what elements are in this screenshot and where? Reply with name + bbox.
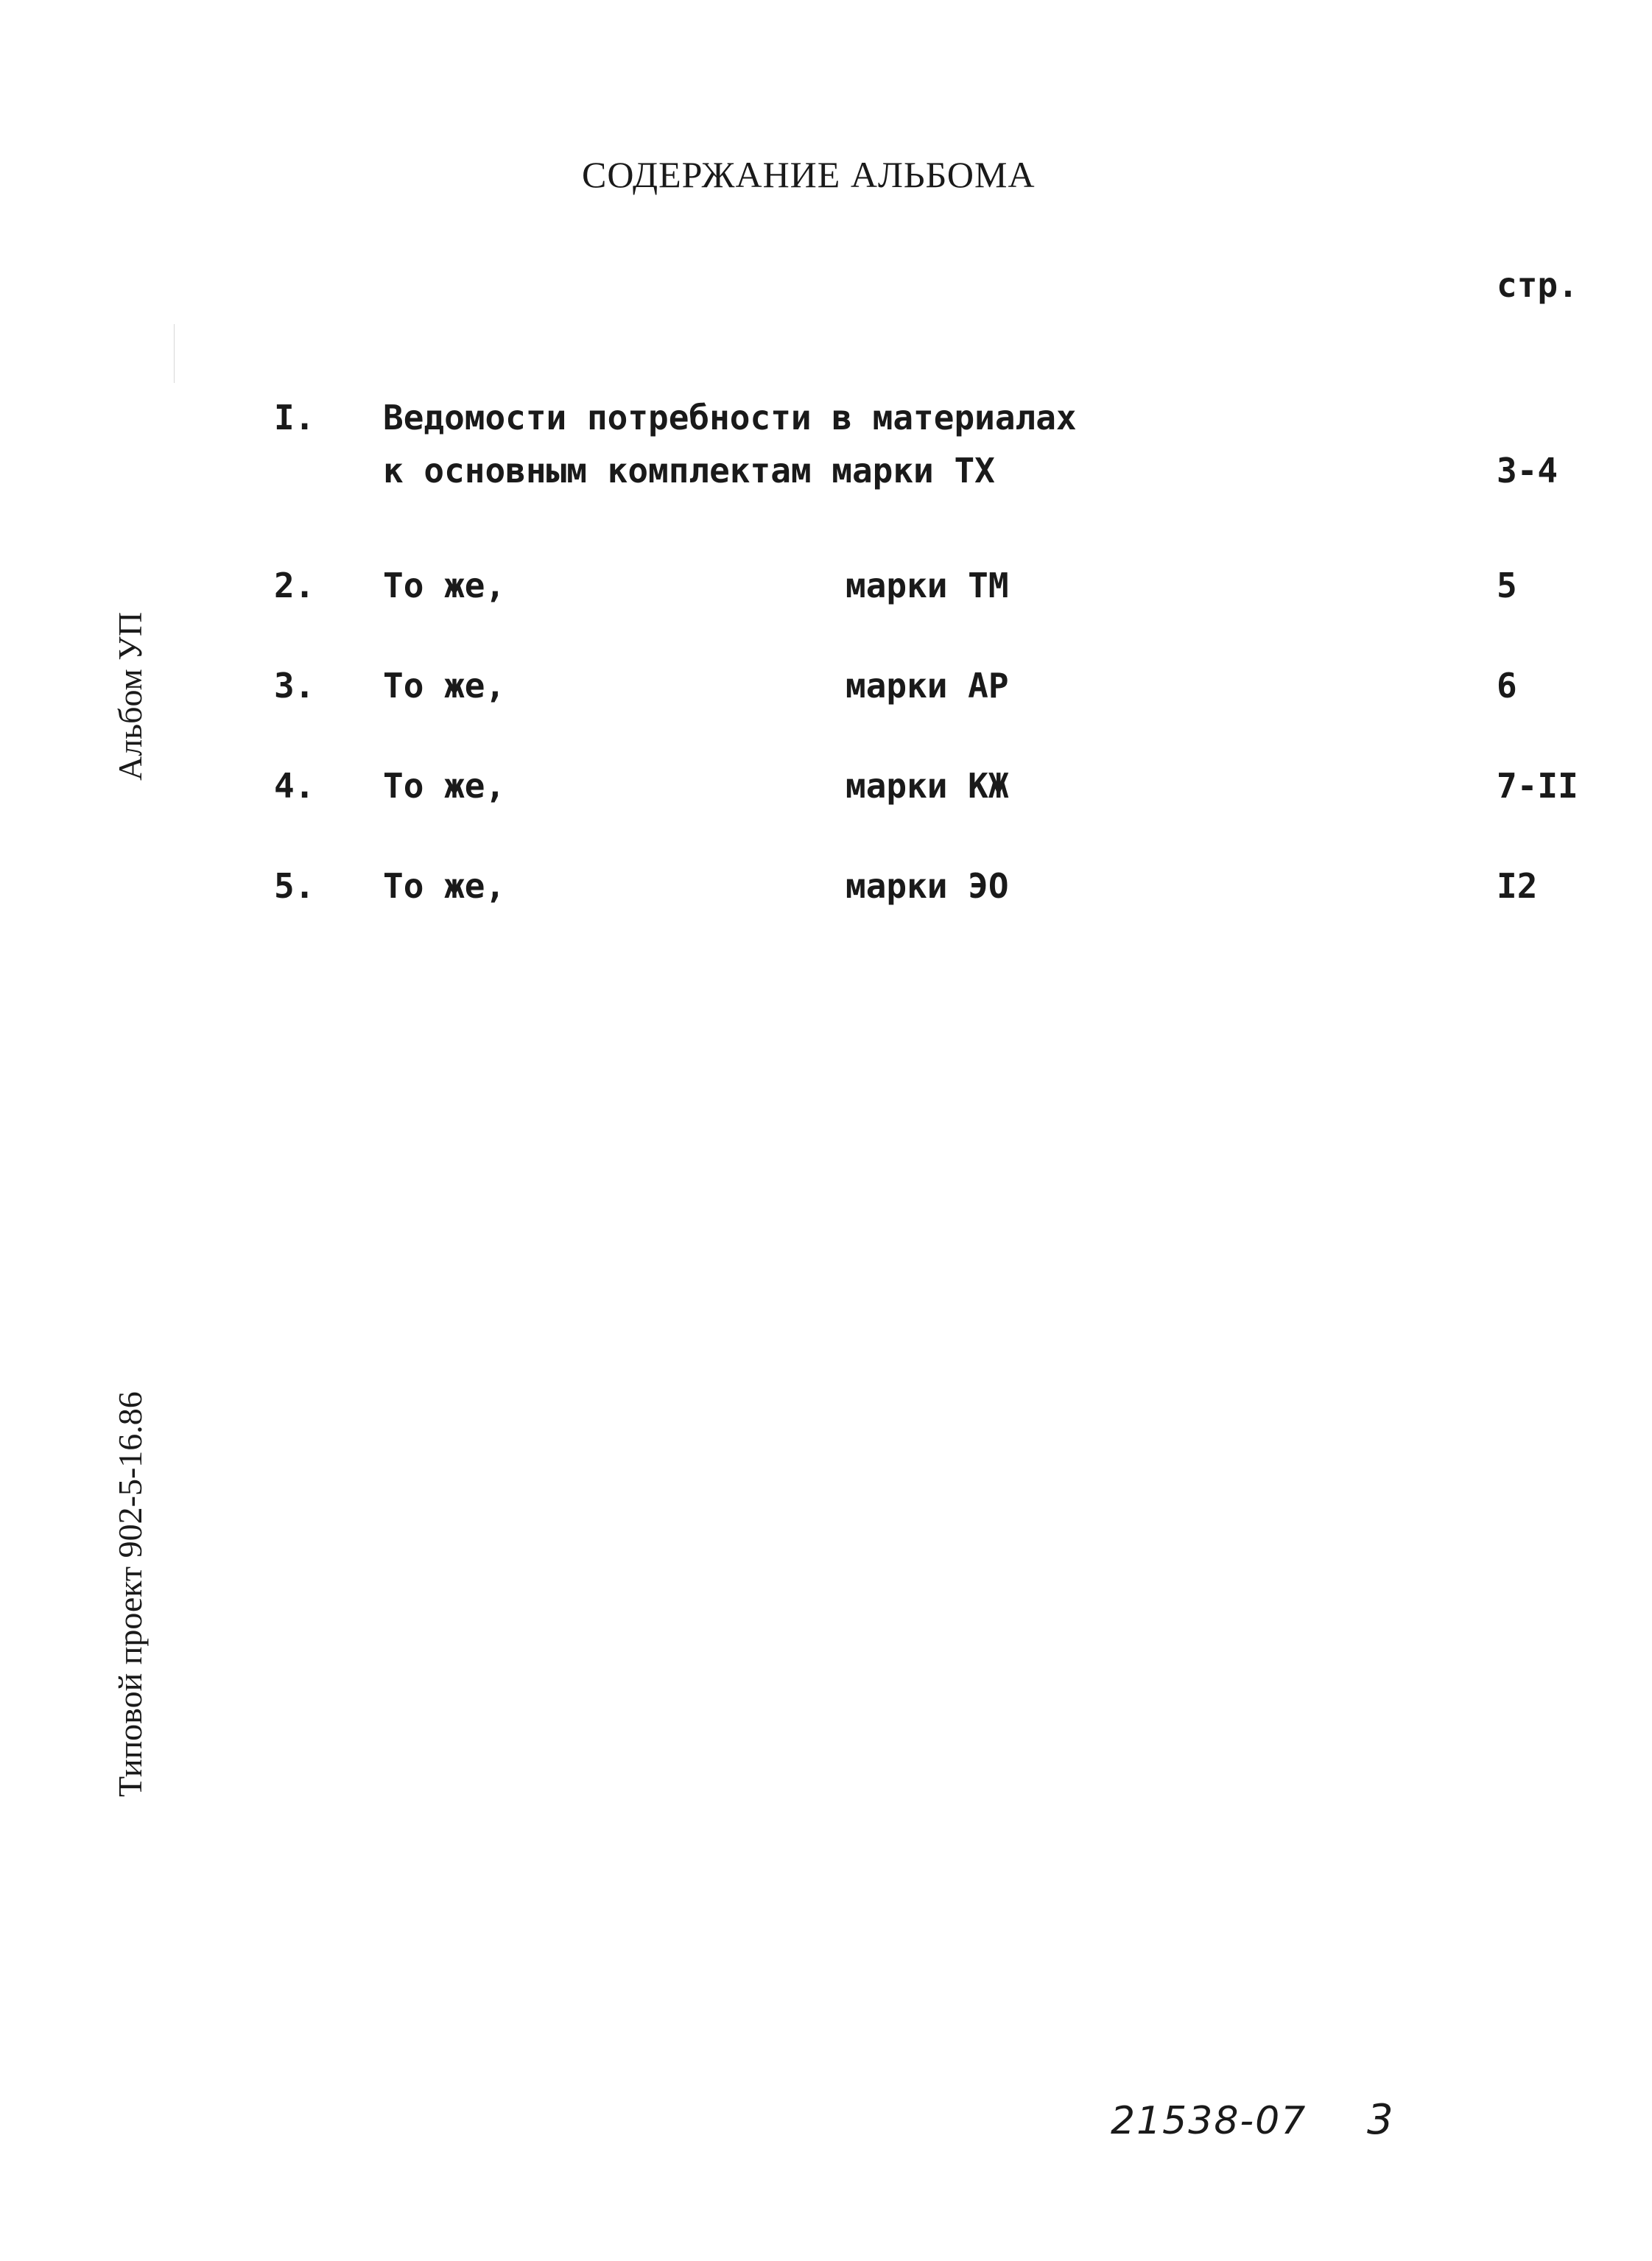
toc-item-mark: марки ЭО [846, 866, 1009, 906]
toc-item-pages: 5 [1497, 566, 1517, 605]
toc-item-pages: I2 [1497, 866, 1538, 906]
toc-item-pages: 7-II [1497, 766, 1578, 806]
toc-item-2 [0, 566, 1652, 617]
side-label-project: Типовой проект 902-5-16.86 [111, 1391, 149, 1797]
toc-item-description: То же, [383, 666, 506, 706]
toc-item-description: То же, [383, 566, 506, 605]
toc-item-number: 5. [274, 866, 315, 906]
side-label-album: Альбом УП [111, 611, 149, 781]
toc-item-3 [0, 666, 1652, 717]
toc-item-description: То же, [383, 866, 506, 906]
toc-item-mark: марки КЖ [846, 766, 1009, 806]
toc-item-description: То же, [383, 766, 506, 806]
page-title: СОДЕРЖАНИЕ АЛЬБОМА [582, 154, 1036, 195]
document-code: 21538-07 [1111, 2099, 1307, 2143]
toc-item-1 [0, 398, 1652, 490]
toc-item-number: I. [274, 398, 315, 437]
page-column-header: стр. [1497, 265, 1578, 305]
toc-item-description-line2: к основным комплектам марки ТХ [383, 451, 995, 490]
toc-item-description-line1: Ведомости потребности в материалах [383, 398, 1077, 437]
toc-item-pages: 3-4 [1497, 451, 1558, 490]
sheet-number: 3 [1367, 2096, 1393, 2144]
toc-item-pages: 6 [1497, 666, 1517, 706]
margin-mark [174, 324, 175, 383]
toc-item-mark: марки АР [846, 666, 1009, 706]
toc-item-5 [0, 866, 1652, 918]
toc-item-4 [0, 766, 1652, 817]
toc-item-mark: марки ТМ [846, 566, 1009, 605]
toc-item-number: 4. [274, 766, 315, 806]
toc-item-number: 2. [274, 566, 315, 605]
toc-item-number: 3. [274, 666, 315, 706]
